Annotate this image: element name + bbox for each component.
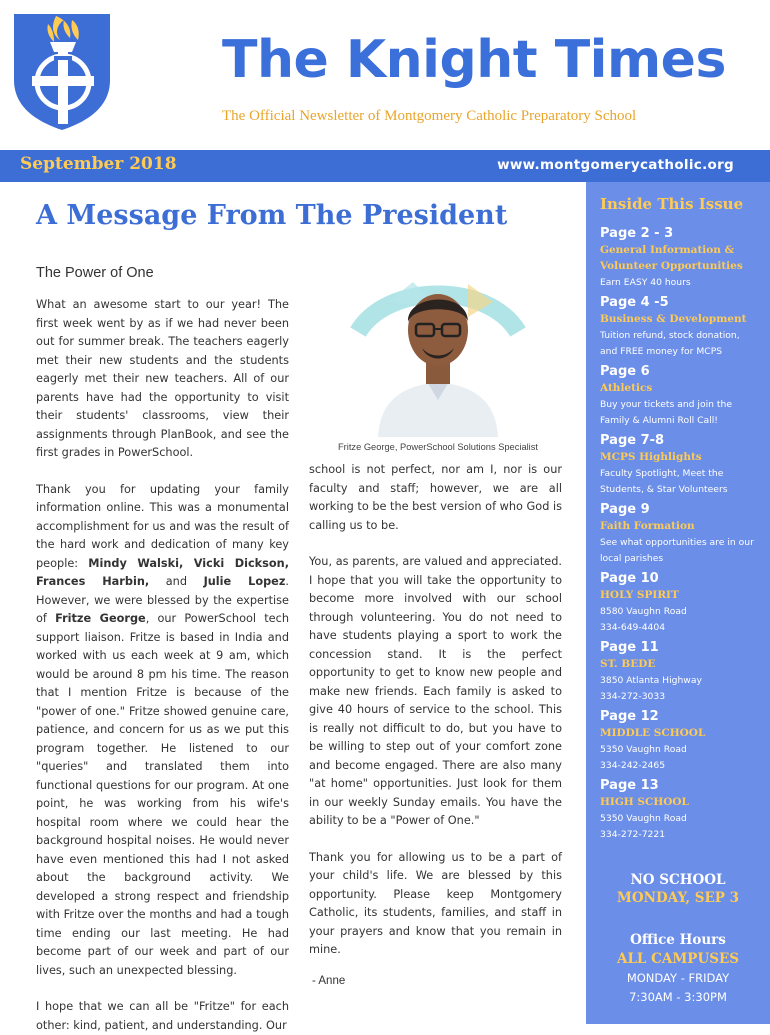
sidebar-item-page[interactable]: Page 6 (600, 364, 650, 379)
article-left-column (36, 296, 289, 1035)
sidebar-item-section: Athletics (600, 382, 653, 394)
signoff: - Anne (312, 975, 346, 987)
no-school-date: MONDAY, SEP 3 (616, 890, 740, 906)
paragraph: I hope that we can all be "Fritze" for each other: kind, patient, and understanding. Our (36, 1000, 289, 1032)
sidebar-item-page[interactable]: Page 10 (600, 571, 659, 586)
sidebar-item-page[interactable]: Page 13 (600, 778, 659, 793)
sidebar-item-section: General Information & (600, 244, 735, 256)
sidebar-item-desc: Tuition refund, stock donation, (600, 330, 740, 341)
sidebar-item-section: Faith Formation (600, 520, 695, 532)
sidebar-item-desc: Earn EASY 40 hours (600, 277, 691, 288)
article-subhead: The Power of One (36, 265, 154, 281)
paragraph: You, as parents, are valued and appreciated. I hope that you will take the opportunity to become more involved with our school through volunteering. You do not need to have students playing a sport to work the concession stand. It is the perfect opportunity to get to know new people and make new friends. Each family is asked to give 40 hours of service to the school. This is really not difficult to do, but you have to be willing to step out of your comfort zone and become engaged. There are also many "at home" opportunities. Just look for them in our weekly Sunday emails. You have the ability to be a "Power of One." (309, 555, 562, 827)
sidebar-item-desc: 3850 Atlanta Highway (600, 675, 702, 686)
office-hours-campuses: ALL CAMPUSES (616, 951, 740, 967)
sidebar-item-section: HIGH SCHOOL (600, 796, 689, 808)
sidebar-item-page[interactable]: Page 12 (600, 709, 659, 724)
sidebar-item-section: Business & Development (600, 313, 747, 325)
paragraph: Thank you for allowing us to be a part of your child's life. We are blessed by this opportunity. Please keep Montgomery Catholic, its students, families, and staff in your prayers and know that you remain in mine. (309, 850, 562, 956)
no-school-notice: NO SCHOOL (630, 872, 726, 888)
paragraph: school is not perfect, nor am I, nor is our faculty and staff; however, we are all working to be the best version of who God is calling us to be. (309, 463, 562, 532)
sidebar-item-page[interactable]: Page 2 - 3 (600, 226, 674, 241)
fritze-george-photo (318, 262, 558, 437)
sidebar-item-page[interactable]: Page 4 -5 (600, 295, 669, 310)
sidebar-item-desc: See what opportunities are in our (600, 537, 754, 548)
sidebar-item-page[interactable]: Page 7-8 (600, 433, 665, 448)
office-hours-time: 7:30AM - 3:30PM (629, 990, 727, 1004)
paragraph: Thank you for updating your family information online. This was a monumental accomplishment for us and was the result of the hard work and dedication of many key people: Mindy Walski, Vicki Dickson, Frances Harbin, and Julie Lopez. However, we were blessed by the expertise of Fritze George, our PowerSchool tech support liaison. Fritze is based in India and worked with us each week at 9 am, which would be around 8 pm his time. The reason that I mention Fritze is because of the "power of one." Fritze showed genuine care, patience, and concern for us as we put this program together. He listened to our "queries" and translated them into functional questions for our program. At one point, he was working from his wife's hospital room where we could hear the background hospital noises. He would never have even mentioned this had I not asked about the background activity. We developed a strong respect and friendship with Fritze over the months and had a tough time ending our last meeting. He had become part of our week and part of our lives, such an unexpected blessing. (36, 482, 289, 977)
paragraph: What an awesome start to our year! The first week went by as if we had never been out for summer break. The teachers eagerly met their new students and the students eagerly met their new teachers. All of our parents have had the opportunity to visit their students' classrooms, view their assignments through PlanBook, and see the first grades in PowerSchool. (36, 298, 289, 459)
sidebar-item-desc: 8580 Vaughn Road (600, 606, 687, 617)
newsletter-title: The Knight Times (222, 30, 726, 90)
article-right-column (309, 461, 562, 960)
sidebar-item-desc: local parishes (600, 553, 664, 564)
issue-date: September 2018 (20, 154, 177, 174)
sidebar-item-desc: 334-649-4404 (600, 622, 666, 633)
sidebar-item-section: Volunteer Opportunities (600, 260, 743, 272)
office-hours-days: MONDAY - FRIDAY (626, 971, 730, 985)
sidebar-item-desc: 334-242-2465 (600, 760, 666, 771)
sidebar-item-section: MCPS Highlights (600, 451, 702, 463)
sidebar-item-desc: Students, & Star Volunteers (600, 484, 728, 495)
sidebar-item-desc: Buy your tickets and join the (600, 399, 732, 410)
sidebar-item-desc: 5350 Vaughn Road (600, 813, 687, 824)
sidebar-item-section: ST. BEDE (600, 658, 656, 670)
sidebar-heading: Inside This Issue (600, 195, 744, 213)
sidebar-item-section: HOLY SPIRIT (600, 589, 679, 601)
sidebar-item-desc: 5350 Vaughn Road (600, 744, 687, 755)
sidebar-item-desc: Family & Alumni Roll Call! (600, 415, 718, 426)
office-hours-title: Office Hours (630, 932, 726, 948)
sidebar-item-desc: 334-272-3033 (600, 691, 666, 702)
school-crest-logo (10, 10, 114, 132)
newsletter-subtitle: The Official Newsletter of Montgomery Catholic Preparatory School (222, 108, 637, 124)
sidebar-item-page[interactable]: Page 9 (600, 502, 650, 517)
website-link[interactable]: www.montgomerycatholic.org (497, 157, 734, 173)
sidebar-item-section: MIDDLE SCHOOL (600, 727, 706, 739)
photo-caption: Fritze George, PowerSchool Solutions Specialist (338, 442, 538, 452)
sidebar-item-page[interactable]: Page 11 (600, 640, 659, 655)
sidebar-item-desc: and FREE money for MCPS (600, 346, 723, 357)
sidebar-item-desc: Faculty Spotlight, Meet the (600, 468, 724, 479)
sidebar-item-desc: 334-272-7221 (600, 829, 666, 840)
article-headline: A Message From The President (36, 200, 508, 231)
